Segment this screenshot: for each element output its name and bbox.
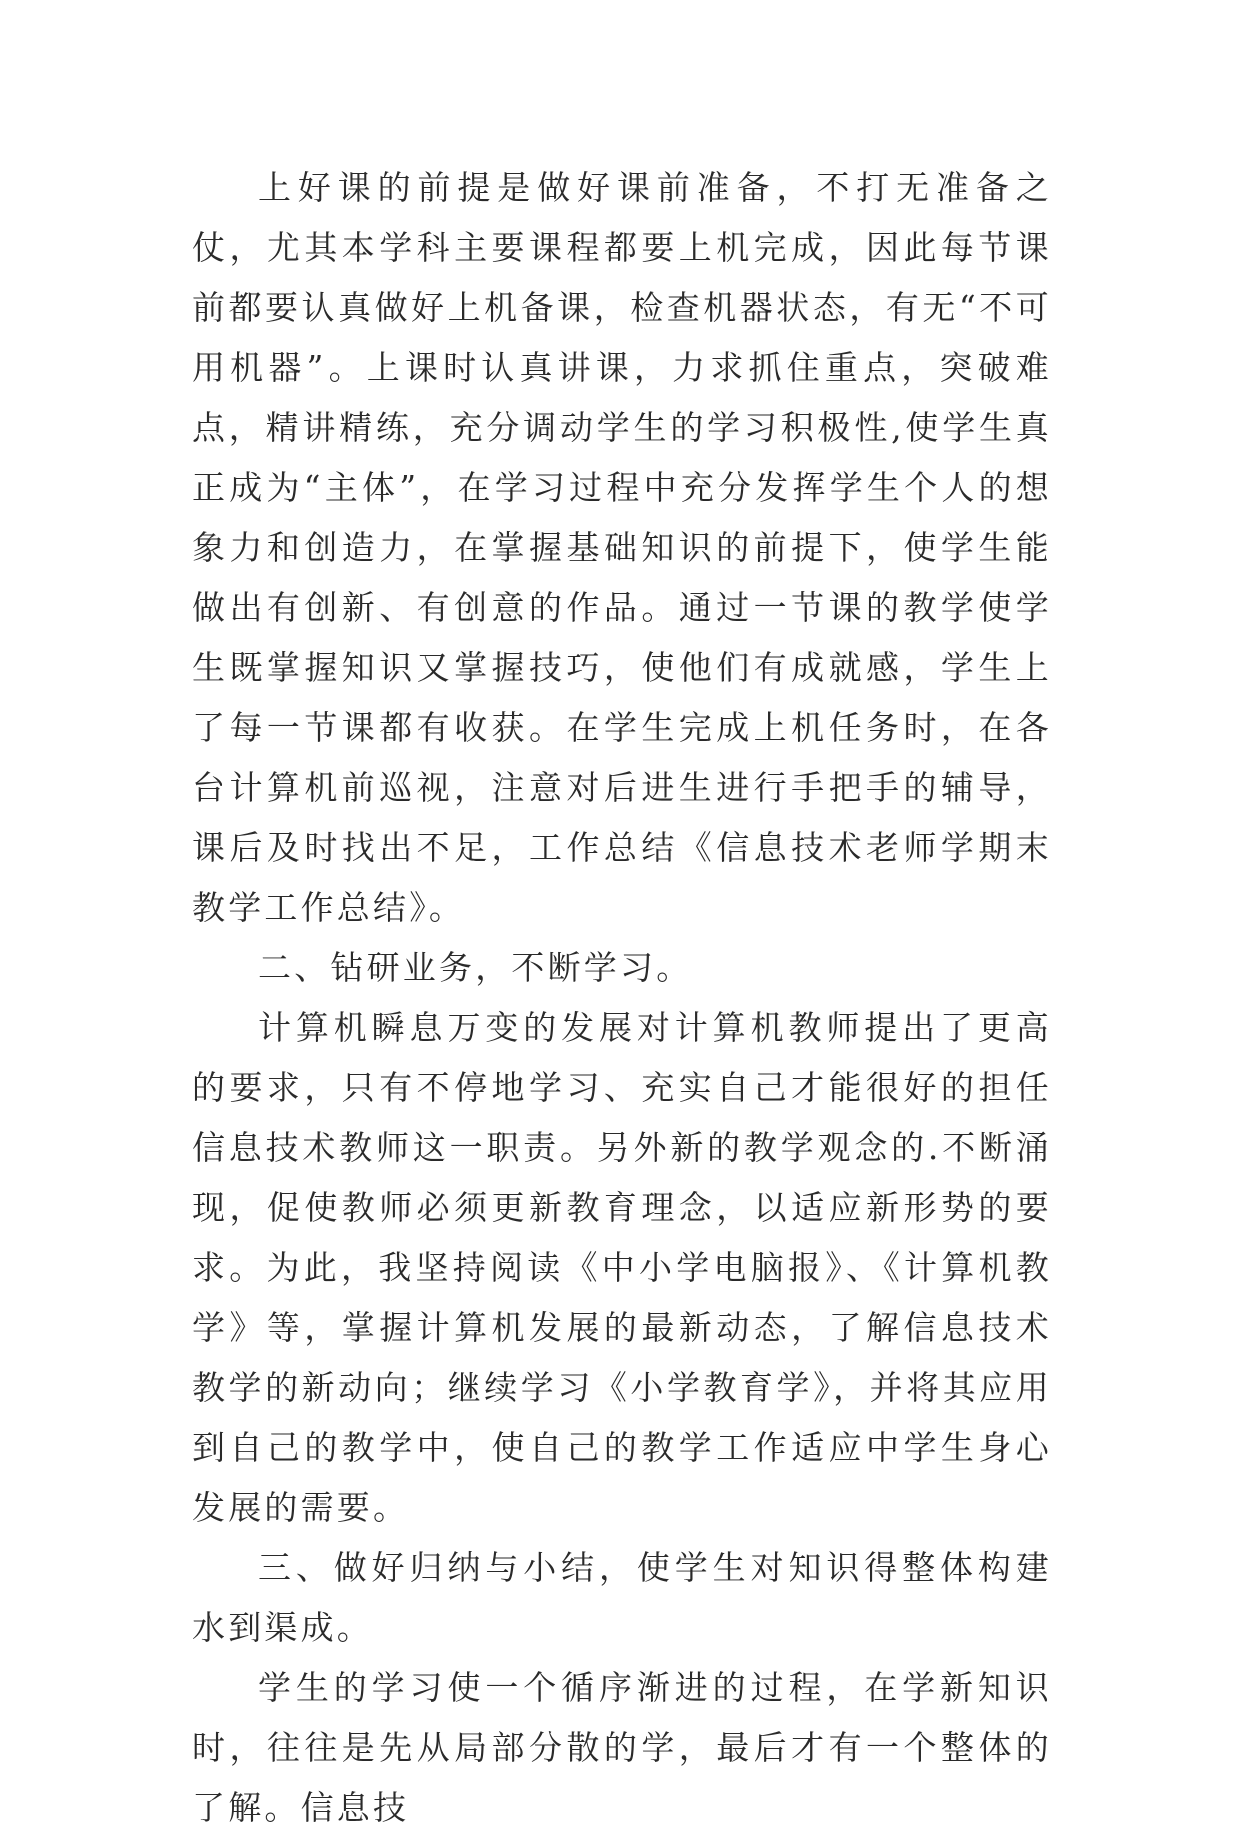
heading-summarize: 三、做好归纳与小结，使学生对知识得整体构建水到渠成。	[192, 1548, 1052, 1647]
paragraph-lesson-preparation: 上好课的前提是做好课前准备，不打无准备之仗，尤其本学科主要课程都要上机完成，因此每节课前都要认真做好上机备课，检查机器状态，有无“不可用机器”。上课时认真讲课，力求抓住重点，突破难点，精讲精练，充分调动学生的学习积极性,使学生真正成为“主体”，在学习过程中充分发挥学生个人的想象力和创造力，在掌握基础知识的前提下，使学生能做出有创新、有创意的作品。通过一节课的教学使学生既掌握知识又掌握技巧，使他们有成就感，学生上了每一节课都有收获。在学生完成上机任务时，在各台计算机前巡视，注意对后进生进行手把手的辅导，课后及时找出不足，工作总结《信息技术老师学期末教学工作总结》。	[192, 168, 1052, 927]
document-body	[192, 158, 1052, 1838]
paragraph-continuous-learning: 计算机瞬息万变的发展对计算机教师提出了更高的要求，只有不停地学习、充实自己才能很好的担任信息技术教师这一职责。另外新的教学观念的.不断涌现，促使教师必须更新教育理念，以适应新形势的要求。为此，我坚持阅读《中小学电脑报》、《计算机教学》等，掌握计算机发展的最新动态，了解信息技术教学的新动向；继续学习《小学教育学》，并将其应用到自己的教学中，使自己的教学工作适应中学生身心发展的需要。	[192, 1008, 1052, 1527]
paragraph-gradual-learning: 学生的学习使一个循序渐进的过程，在学新知识时，往往是先从局部分散的学，最后才有一个整体的了解。信息技	[192, 1668, 1052, 1827]
heading-study-business: 二、钻研业务，不断学习。	[258, 948, 693, 987]
